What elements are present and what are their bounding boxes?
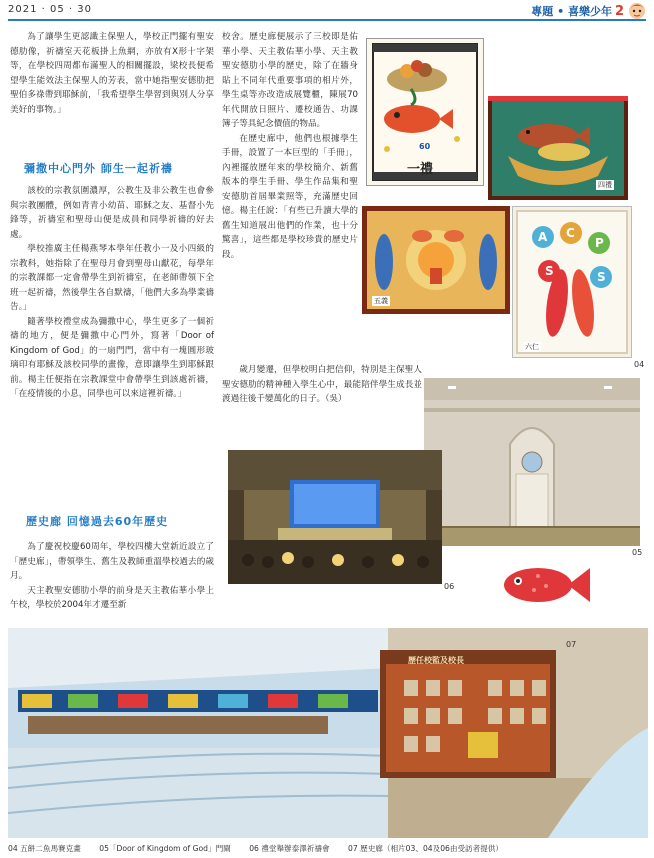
paragraph: 歲月變遷，但學校明白把信仰，特別是主保聖人聖安德肋的精神種入學生心中，最能陪伴學生成長並渡過往後千變萬化的日子。（吳） xyxy=(222,365,422,404)
photo-number-06: 06 xyxy=(444,582,455,591)
article-column-1 xyxy=(10,30,214,117)
photo-number-07: 07 xyxy=(566,640,577,649)
page-number: 2 xyxy=(614,4,624,19)
article-column-2 xyxy=(222,30,358,262)
paragraph: 學校推廣主任楊燕琴本學年任教小一及小四級的宗教科，她指除了在聖母月會到聖母山獻花，每學年的宗教課都一定會帶學生到祈禱室，在老師帶領下全班一起祈禱，然後學生各自默禱，「他們大多為學業禱告。」 xyxy=(10,244,214,312)
mascot-icon xyxy=(626,0,648,20)
mosaic-letter-s1: S xyxy=(545,264,554,278)
paragraph: 天主教聖安德肋小學的前身是天主教佑華小學上午校，學校於2004年才遷至新 xyxy=(10,585,214,610)
paragraph: 在歷史廊中，他們也根據學生手冊，設置了一本巨型的「手冊」，內裡擺放歷年來的學校簡介、新舊版本的學生手冊、學生作品集和聖安德肋首屆畢業照等，充滿歷史回憶。楊主任說：「有些已升讀大學的舊生知道展出他們的作業，也十分驚喜」，這些都是學校珍貴的歷史片段。 xyxy=(222,133,358,260)
section-separator: • xyxy=(553,5,568,18)
mosaic-artwork-2 xyxy=(488,96,628,200)
photo-number-04: 04 xyxy=(634,360,645,369)
caption-05: 05「Door of Kingdom of God」門閘 xyxy=(99,844,231,853)
column-label: 喜樂少年 xyxy=(567,5,612,18)
caption-06: 06 禮堂舉辦泰澤祈禱會 xyxy=(249,844,330,853)
mosaic-artwork-4 xyxy=(512,206,632,358)
subheading-history-corridor: 歷史廊 回憶過去60年歷史 xyxy=(26,515,169,528)
caption-07: 07 歷史廊（相片03、04及06由受訪者提供） xyxy=(348,844,504,853)
caption-04: 04 五餅二魚馬賽克畫 xyxy=(8,844,81,853)
article-column-2b xyxy=(222,363,422,407)
mosaic-artwork-3 xyxy=(362,206,510,314)
photo-captions xyxy=(8,843,648,854)
section-header xyxy=(531,3,624,19)
photo-hall-taize-prayer xyxy=(228,450,442,584)
mosaic-artwork-1 xyxy=(366,38,484,186)
subheading-mass-centre: 彌撒中心門外 師生一起祈禱 xyxy=(24,162,173,175)
paragraph: 為了讓學生更認識主保聖人，學校正門擺有聖安德肋像，祈禱室天花板掛上魚網，亦放有X形十字架等，在學校四周都布滿聖人的相關擺設，梁校長便希望學生能效法主保聖人的芳表，當中她指聖安德肋把聖伯多祿帶到耶穌前，「我希望學生學習到與別人分享美好的事物。」 xyxy=(10,32,214,115)
mosaic-letter-p: P xyxy=(595,236,604,250)
issue-date: 2021 · 05 · 30 xyxy=(8,4,92,15)
mosaic-3-label: 五義 xyxy=(374,297,388,305)
mosaic-2-label: 四禮 xyxy=(598,181,612,189)
photo-number-05: 05 xyxy=(632,548,643,557)
door-photo-image xyxy=(424,378,640,546)
section-label: 專題 xyxy=(531,5,554,18)
paragraph: 為了慶祝校慶60周年，學校四樓大堂新近設立了「歷史廊」，帶領學生、舊生及教師重溫學校過去的歲月。 xyxy=(10,542,214,581)
mosaic-1-label: 一禮 xyxy=(407,162,434,177)
mosaic-4-label: 六仁 xyxy=(525,343,539,351)
mosaic-1-badge: 60 xyxy=(419,142,431,151)
board-title: 歷任校監及校長 xyxy=(408,656,464,665)
article-column-1c xyxy=(10,540,214,613)
paragraph: 隨著學校禮堂成為彌撒中心，學生更多了一個祈禱的地方，便是彌撒中心門外，寫著「Door of Kingdom of God」的一扇門門，當中有一塊圓形玻璃印有耶穌及該校同學的畫像，意即讓學生到耶穌跟前。楊主任便指在宗教課堂中會帶學生到該處祈禱，「在疫情後的小息，同學也可以來這裡祈禱。」 xyxy=(10,316,214,399)
mosaic-letter-s2: S xyxy=(597,270,606,284)
fish-icon xyxy=(498,560,592,610)
paragraph: 該校的宗教氛圍濃厚，公教生及非公教生也會參與宗教團體，例如青青小幼苗、耶穌之友、基督小先鋒等，祈禱室和聖母山便是成員和同學祈禱的好去處。 xyxy=(10,186,214,240)
paragraph: 校舍。歷史廊便展示了三校即是佑華小學、天主教佑華小學、天主教聖安德肋小學的歷史，除了在牆身貼上不同年代重要事項的相片外，學生桌等亦改造成展覽櫃，陳展70年代開放日照片、遷校通告、功課簿子等具紀念價值的物品。 xyxy=(222,32,358,129)
article-column-1b xyxy=(10,184,214,402)
header-rule xyxy=(8,19,646,21)
mosaic-letter-c: C xyxy=(566,226,575,240)
mosaic-letter-a: A xyxy=(538,230,548,244)
photo-door-of-kingdom xyxy=(424,378,640,546)
hall-photo-image xyxy=(228,450,442,584)
corridor-photo-image xyxy=(8,628,648,838)
photo-history-corridor xyxy=(8,628,648,838)
